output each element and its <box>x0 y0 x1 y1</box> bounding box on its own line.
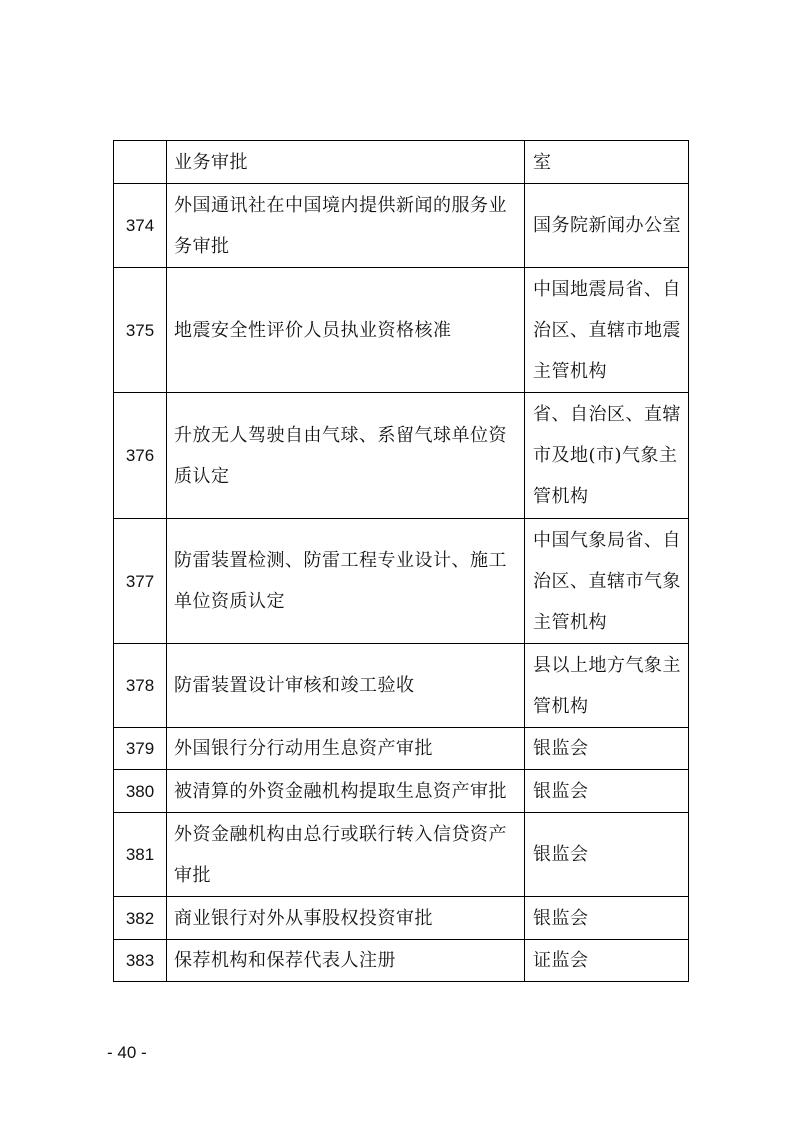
row-number: 379 <box>114 728 167 770</box>
department: 县以上地方气象主管机构 <box>525 644 689 728</box>
approval-items-table <box>113 140 689 982</box>
item-name: 外资金融机构由总行或联行转入信贷资产审批 <box>167 813 525 897</box>
item-name: 商业银行对外从事股权投资审批 <box>167 897 525 940</box>
row-number: 376 <box>114 393 167 519</box>
row-number: 383 <box>114 940 167 982</box>
department: 银监会 <box>525 728 689 770</box>
table-row <box>114 184 689 268</box>
department: 中国地震局省、自治区、直辖市地震主管机构 <box>525 268 689 393</box>
table-row <box>114 644 689 728</box>
row-number: 377 <box>114 519 167 644</box>
row-number: 375 <box>114 268 167 393</box>
table-row <box>114 728 689 770</box>
table-row <box>114 393 689 519</box>
table-row <box>114 268 689 393</box>
item-name: 防雷装置设计审核和竣工验收 <box>167 644 525 728</box>
row-number: 381 <box>114 813 167 897</box>
department: 证监会 <box>525 940 689 982</box>
table-row <box>114 519 689 644</box>
item-name: 业务审批 <box>167 141 525 184</box>
table-row <box>114 141 689 184</box>
row-number <box>114 141 167 184</box>
department: 中国气象局省、自治区、直辖市气象主管机构 <box>525 519 689 644</box>
item-name: 升放无人驾驶自由气球、系留气球单位资质认定 <box>167 393 525 519</box>
table-row <box>114 897 689 940</box>
row-number: 382 <box>114 897 167 940</box>
page-number: - 40 - <box>107 1043 147 1062</box>
table-row <box>114 940 689 982</box>
department: 银监会 <box>525 770 689 813</box>
table-row <box>114 770 689 813</box>
row-number: 374 <box>114 184 167 268</box>
table-row <box>114 813 689 897</box>
item-name: 外国通讯社在中国境内提供新闻的服务业务审批 <box>167 184 525 268</box>
department: 省、自治区、直辖市及地(市)气象主管机构 <box>525 393 689 519</box>
row-number: 380 <box>114 770 167 813</box>
row-number: 378 <box>114 644 167 728</box>
item-name: 防雷装置检测、防雷工程专业设计、施工单位资质认定 <box>167 519 525 644</box>
department: 国务院新闻办公室 <box>525 184 689 268</box>
department: 室 <box>525 141 689 184</box>
department: 银监会 <box>525 897 689 940</box>
item-name: 外国银行分行动用生息资产审批 <box>167 728 525 770</box>
item-name: 地震安全性评价人员执业资格核准 <box>167 268 525 393</box>
item-name: 被清算的外资金融机构提取生息资产审批 <box>167 770 525 813</box>
item-name: 保荐机构和保荐代表人注册 <box>167 940 525 982</box>
department: 银监会 <box>525 813 689 897</box>
